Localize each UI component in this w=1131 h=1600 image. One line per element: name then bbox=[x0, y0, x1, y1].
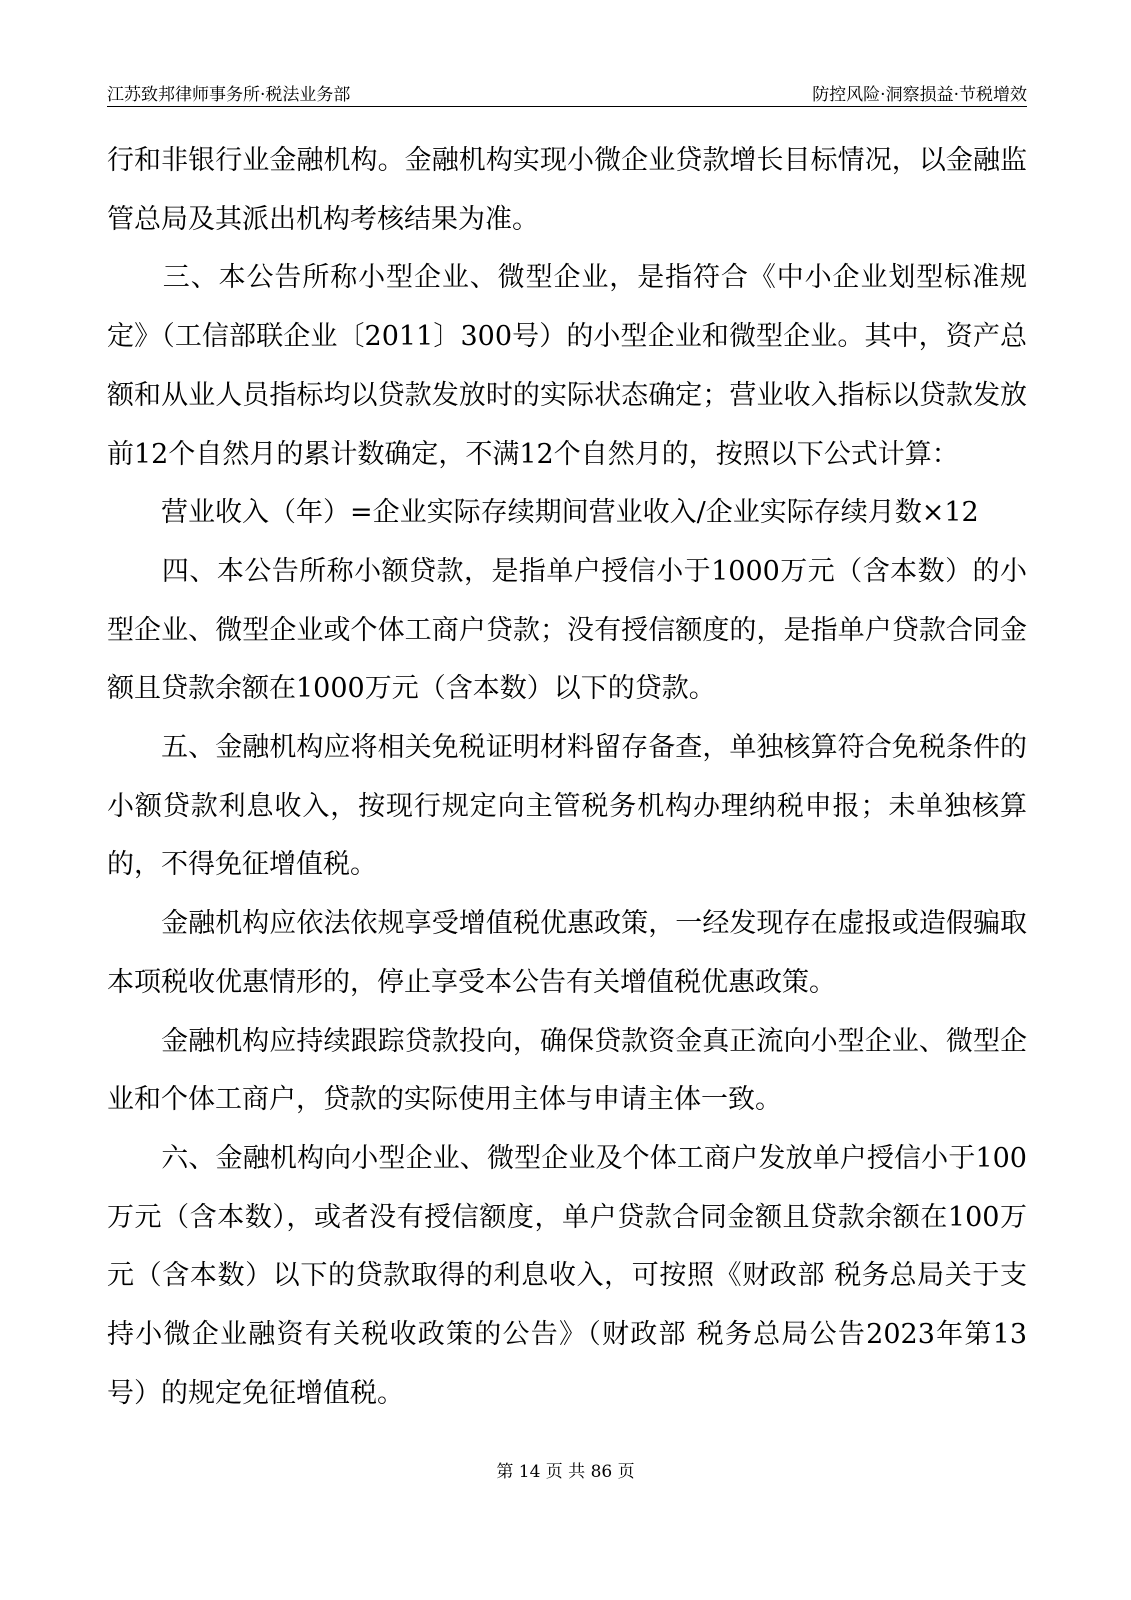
header-slogan: 防控风险·洞察损益·节税增效 bbox=[812, 85, 1027, 105]
paragraph: 五、金融机构应将相关免税证明材料留存备查，单独核算符合免税条件的小额贷款利息收入，按现行规定向主管税务机构办理纳税申报；未单独核算的，不得免征增值税。 bbox=[107, 732, 1027, 881]
paragraph: 三、本公告所称小型企业、微型企业，是指符合《中小企业划型标准规定》（工信部联企业〔2011〕300号）的小型企业和微型企业。其中，资产总额和从业人员指标均以贷款发放时的实际状态确定；营业收入指标以贷款发放前12个自然月的累计数确定，不满12个自然月的，按照以下公式计算： bbox=[107, 262, 1027, 470]
paragraph: 四、本公告所称小额贷款，是指单户授信小于1000万元（含本数）的小型企业、微型企业或个体工商户贷款；没有授信额度的，是指单户贷款合同金额且贷款余额在1000万元（含本数）以下的贷款。 bbox=[107, 555, 1027, 705]
page-header bbox=[107, 78, 1027, 107]
document-body bbox=[107, 132, 1027, 1423]
paragraph: 金融机构应依法依规享受增值税优惠政策，一经发现存在虚报或造假骗取本项税收优惠情形的，停止享受本公告有关增值税优惠政策。 bbox=[107, 908, 1027, 998]
paragraph: 金融机构应持续跟踪贷款投向，确保贷款资金真正流向小型企业、微型企业和个体工商户，贷款的实际使用主体与申请主体一致。 bbox=[107, 1025, 1027, 1116]
paragraph: 六、金融机构向小型企业、微型企业及个体工商户发放单户授信小于100万元（含本数），或者没有授信额度，单户贷款合同金额且贷款余额在100万元（含本数）以下的贷款取得的利息收入，可按照《财政部 税务总局关于支持小微企业融资有关税收政策的公告》（财政部 税务总局公告2023年第13号）的规定免征增值税。 bbox=[107, 1142, 1027, 1409]
paragraph: 行和非银行业金融机构。金融机构实现小微企业贷款增长目标情况，以金融监管总局及其派出机构考核结果为准。 bbox=[107, 145, 1027, 235]
paragraph: 营业收入（年）=企业实际存续期间营业收入/企业实际存续月数×12 bbox=[107, 497, 979, 529]
page-number: 第 14 页 共 86 页 bbox=[496, 1462, 635, 1482]
header-firm-name: 江苏致邦律师事务所·税法业务部 bbox=[107, 85, 351, 105]
